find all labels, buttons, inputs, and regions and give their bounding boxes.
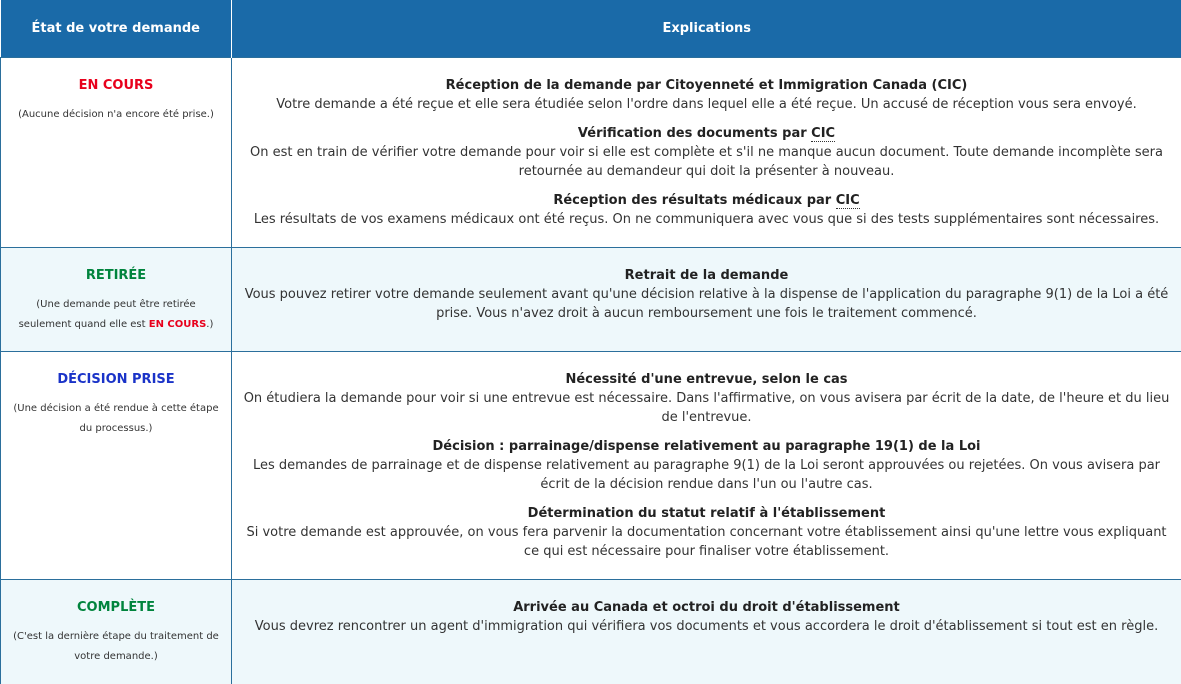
table-row-retiree <box>1 248 1181 352</box>
abbr-cic[interactable]: CIC <box>811 126 835 142</box>
explanation-block <box>240 370 1173 427</box>
explanation-block <box>240 598 1173 636</box>
explanation-block <box>240 191 1173 229</box>
block-title <box>240 124 1173 143</box>
block-text: Les résultats de vos examens médicaux ont été reçus. On ne communiquera avec vous que si des tests supplémentaires sont nécessaires. <box>240 210 1173 229</box>
status-retiree: RETIRÉE <box>1 268 231 283</box>
status-en-cours: EN COURS <box>1 78 231 93</box>
explanation-block <box>240 437 1173 494</box>
block-title: Détermination du statut relatif à l'établissement <box>240 504 1173 523</box>
block-text: Les demandes de parrainage et de dispense relativement au paragraphe 9(1) de la Loi seront approuvées ou rejetées. On vous avisera par écrit de la décision rendue dans l'un ou l'autre cas. <box>240 456 1173 494</box>
block-title: Arrivée au Canada et octroi du droit d'établissement <box>240 598 1173 617</box>
status-cell <box>1 58 232 248</box>
status-decision-prise: DÉCISION PRISE <box>1 372 231 387</box>
status-note-text: .) <box>206 319 213 330</box>
block-title-text: Vérification des documents par <box>578 126 811 141</box>
explanation-cell <box>232 58 1181 248</box>
explanation-block <box>240 266 1173 323</box>
table-header-row <box>1 0 1181 58</box>
status-note <box>9 295 223 335</box>
block-text: Si votre demande est approuvée, on vous fera parvenir la documentation concernant votre établissement ainsi qu'une lettre vous expliquant ce qui est nécessaire pour finaliser votre établissement. <box>240 523 1173 561</box>
block-text: Vous pouvez retirer votre demande seulement avant qu'une décision relative à la dispense de l'application du paragraphe 9(1) de la Loi a été prise. Vous n'avez droit à aucun remboursement une fois le traitement commencé. <box>240 285 1173 323</box>
status-note-highlight: EN COURS <box>149 319 207 330</box>
block-text: Vous devrez rencontrer un agent d'immigration qui vérifiera vos documents et vous accordera le droit d'établissement si tout est en règle. <box>240 617 1173 636</box>
block-text: On étudiera la demande pour voir si une entrevue est nécessaire. Dans l'affirmative, on vous avisera par écrit de la date, de l'heure et du lieu de l'entrevue. <box>240 389 1173 427</box>
block-title: Retrait de la demande <box>240 266 1173 285</box>
explanation-block <box>240 124 1173 181</box>
explanation-block <box>240 504 1173 561</box>
block-text: On est en train de vérifier votre demande pour voir si elle est complète et s'il ne manque aucun document. Toute demande incomplète sera retournée au demandeur qui doit la présenter à nouveau. <box>240 143 1173 181</box>
block-text: Votre demande a été reçue et elle sera étudiée selon l'ordre dans lequel elle a été reçue. Un accusé de réception vous sera envoyé. <box>240 95 1173 114</box>
status-note: (C'est la dernière étape du traitement de votre demande.) <box>9 627 223 667</box>
status-note: (Aucune décision n'a encore été prise.) <box>9 105 223 125</box>
explanation-cell <box>232 352 1181 580</box>
status-note: (Une décision a été rendue à cette étape du processus.) <box>9 399 223 439</box>
status-cell <box>1 580 232 684</box>
explanation-cell <box>232 580 1181 684</box>
table-row-complete <box>1 580 1181 684</box>
table-row-decision-prise <box>1 352 1181 580</box>
block-title-text: Réception des résultats médicaux par <box>553 193 835 208</box>
header-status: État de votre demande <box>1 0 232 58</box>
block-title <box>240 191 1173 210</box>
table-row-en-cours <box>1 58 1181 248</box>
status-complete: COMPLÈTE <box>1 600 231 615</box>
status-cell <box>1 248 232 352</box>
explanation-cell <box>232 248 1181 352</box>
status-note-text: (Une demande peut être retirée seulement quand elle est <box>19 299 196 330</box>
status-cell <box>1 352 232 580</box>
block-title: Réception de la demande par Citoyenneté et Immigration Canada (CIC) <box>240 76 1173 95</box>
block-title: Nécessité d'une entrevue, selon le cas <box>240 370 1173 389</box>
explanation-block <box>240 76 1173 114</box>
block-title: Décision : parrainage/dispense relativement au paragraphe 19(1) de la Loi <box>240 437 1173 456</box>
abbr-cic[interactable]: CIC <box>836 193 860 209</box>
header-explanations: Explications <box>232 0 1181 58</box>
